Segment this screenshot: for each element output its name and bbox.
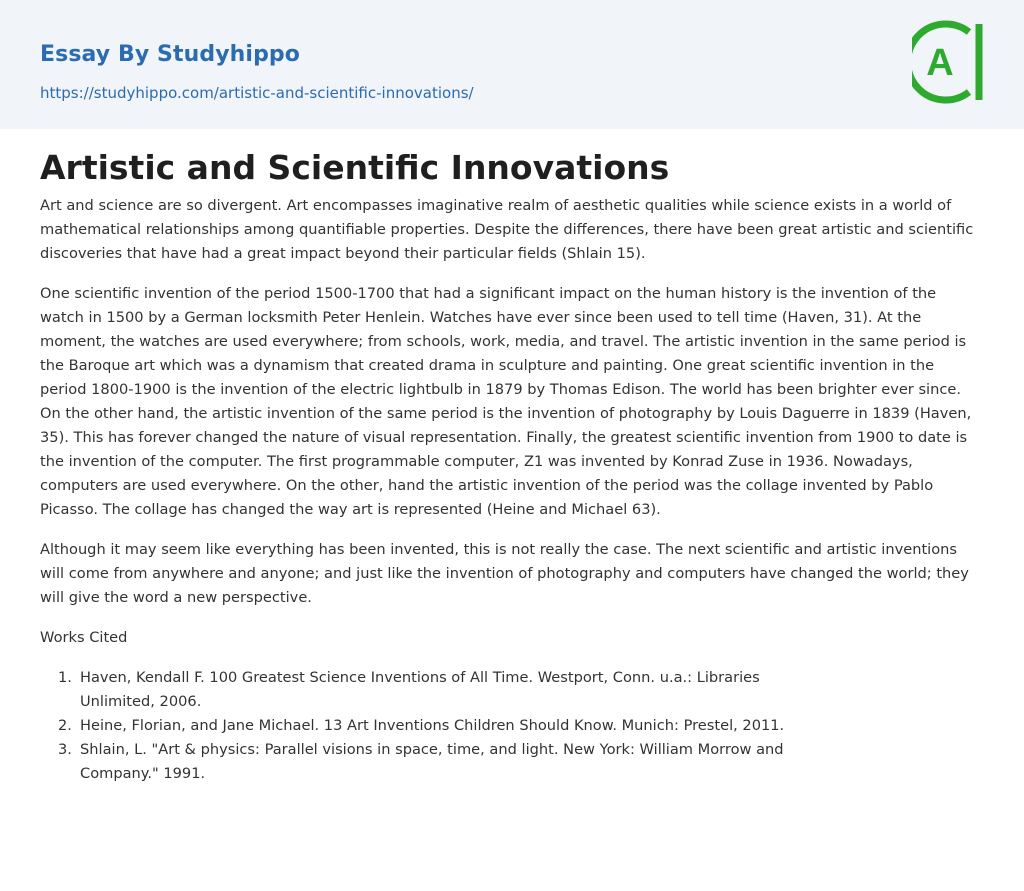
studyhippo-logo-icon[interactable] bbox=[912, 18, 986, 106]
site-header bbox=[0, 0, 1024, 129]
works-cited-heading: Works Cited bbox=[40, 629, 128, 646]
reference-number: 1. bbox=[58, 669, 72, 686]
references-list bbox=[40, 666, 830, 786]
essay-paragraph-1: Art and science are so divergent. Art encompasses imaginative realm of aesthetic qualities while science exists in a world of mathematical relationships among quantifiable properties. Despite the differences, there have been great artistic and scientific discoveries that have had a great impact beyond their particular fields (Shlain 15). bbox=[40, 197, 974, 262]
reference-number: 3. bbox=[58, 741, 72, 758]
source-url-link[interactable]: https://studyhippo.com/artistic-and-scientific-innovations/ bbox=[40, 84, 474, 102]
essay-paragraph-3: Although it may seem like everything has been invented, this is not really the case. The next scientific and artistic inventions will come from anywhere and anyone; and just like the invention of photography and computers have changed the world; they will give the word a new perspective. bbox=[40, 541, 969, 606]
reference-text: Shlain, L. "Art & physics: Parallel visions in space, time, and light. New York: William Morrow and Company." 1991. bbox=[80, 741, 784, 782]
logo-letter: A bbox=[926, 42, 954, 84]
brand-title[interactable]: Essay By Studyhippo bbox=[40, 42, 300, 67]
reference-item bbox=[40, 714, 830, 738]
essay-content bbox=[40, 146, 984, 786]
essay-paragraph-2: One scientific invention of the period 1500-1700 that had a significant impact on the human history is the invention of the watch in 1500 by a German locksmith Peter Henlein. Watches have ever since been used to tell time (Haven, 31). At the moment, the watches are used everywhere; from schools, work, media, and travel. The artistic invention in the same period is the Baroque art which was a dynamism that created drama in sculpture and painting. One great scientific invention in the period 1800-1900 is the invention of the electric lightbulb in 1879 by Thomas Edison. The world has been brighter ever since. On the other hand, the artistic invention of the same period is the invention of photography by Louis Daguerre in 1839 (Haven, 35). This has forever changed the nature of visual representation. Finally, the greatest scientific invention from 1900 to date is the invention of the computer. The first programmable computer, Z1 was invented by Konrad Zuse in 1936. Nowadays, computers are used everywhere. On the other, hand the artistic invention of the period was the collage invented by Pablo Picasso. The collage has changed the way art is represented (Heine and Michael 63). bbox=[40, 285, 972, 518]
reference-text: Heine, Florian, and Jane Michael. 13 Art Inventions Children Should Know. Munich: Prestel, 2011. bbox=[80, 717, 785, 734]
page-title: Artistic and Scientific Innovations bbox=[40, 148, 670, 187]
reference-number: 2. bbox=[58, 717, 72, 734]
reference-text: Haven, Kendall F. 100 Greatest Science Inventions of All Time. Westport, Conn. u.a.: Libraries Unlimited, 2006. bbox=[80, 669, 760, 710]
reference-item bbox=[40, 666, 830, 714]
reference-item bbox=[40, 738, 830, 786]
